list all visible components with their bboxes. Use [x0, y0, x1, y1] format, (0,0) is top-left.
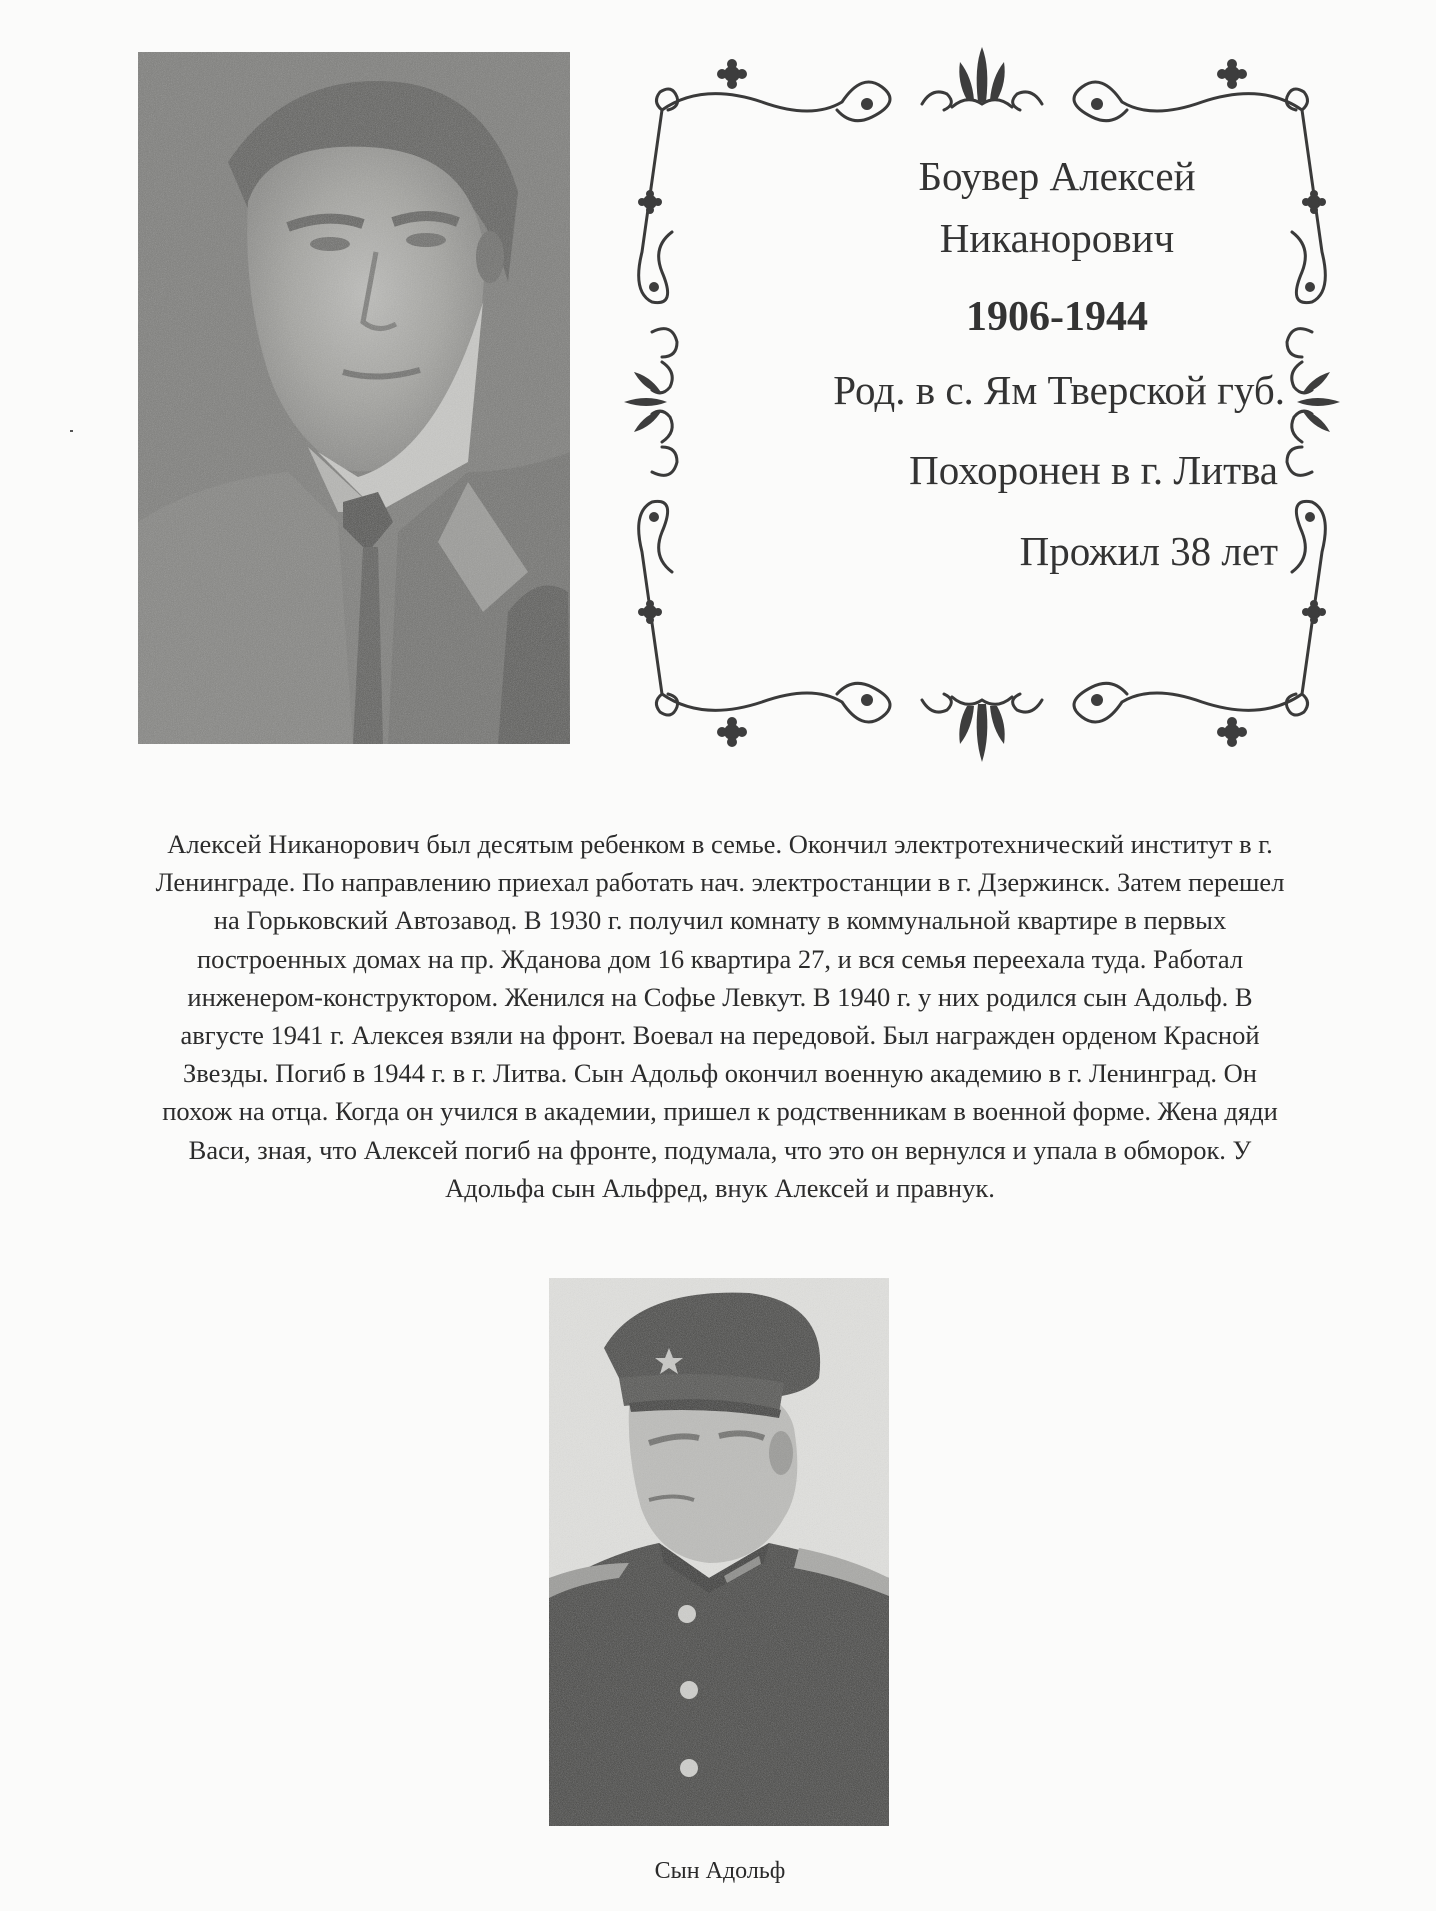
- biography-line: Адольфа сын Альфред, внук Алексей и правнук.: [445, 1172, 995, 1203]
- life-years: 1906-1944: [966, 294, 1148, 340]
- biography-line: августе 1941 г. Алексея взяли на фронт. Воевал на передовой. Был награжден орденом Красной: [180, 1020, 1260, 1051]
- father-portrait-image: [138, 52, 570, 744]
- biography-line: инженером-конструктором. Женился на Софье Левкут. В 1940 г. у них родился сын Адольф. В: [187, 981, 1253, 1012]
- person-patronymic: Никанорович: [939, 215, 1175, 261]
- biography-line: Ленинграде. По направлению приехал работать нач. электростанции в г. Дзержинск. Затем перешел: [155, 867, 1285, 898]
- birthplace: Род. в с. Ям Тверской губ.: [833, 367, 1285, 413]
- biography-line: на Горьковский Автозавод. В 1930 г. получил комнату в коммунальной квартире в первых: [213, 905, 1227, 936]
- biography-paragraph: [80, 825, 1360, 1207]
- biography-line: Васи, зная, что Алексей погиб на фронте, подумала, что это он вернулся и упала в обморок. У: [188, 1134, 1252, 1165]
- person-name-surname: Боувер Алексей: [918, 153, 1196, 199]
- scan-speck: [70, 430, 73, 432]
- biography-line: Алексей Никанорович был десятым ребенком в семье. Окончил электротехнический институт в г.: [167, 829, 1273, 859]
- biography-line: похож на отца. Когда он учился в академии, пришел к родственникам в военной форме. Жена дяди: [162, 1096, 1278, 1127]
- father-portrait-photo: [138, 52, 570, 744]
- biography-line: Звезды. Погиб в 1944 г. в г. Литва. Сын Адольф окончил военную академию в г. Ленинград. Он: [183, 1058, 1257, 1089]
- son-photo-caption: Сын Адольф: [654, 1858, 786, 1884]
- son-portrait-image: [549, 1278, 889, 1826]
- burial-place: Похоронен в г. Литва: [909, 447, 1278, 493]
- biography-line: построенных домах на пр. Жданова дом 16 квартира 27, и вся семья переехала туда. Работал: [196, 943, 1244, 974]
- son-portrait-photo: [549, 1278, 889, 1826]
- age-at-death: Прожил 38 лет: [1019, 528, 1278, 574]
